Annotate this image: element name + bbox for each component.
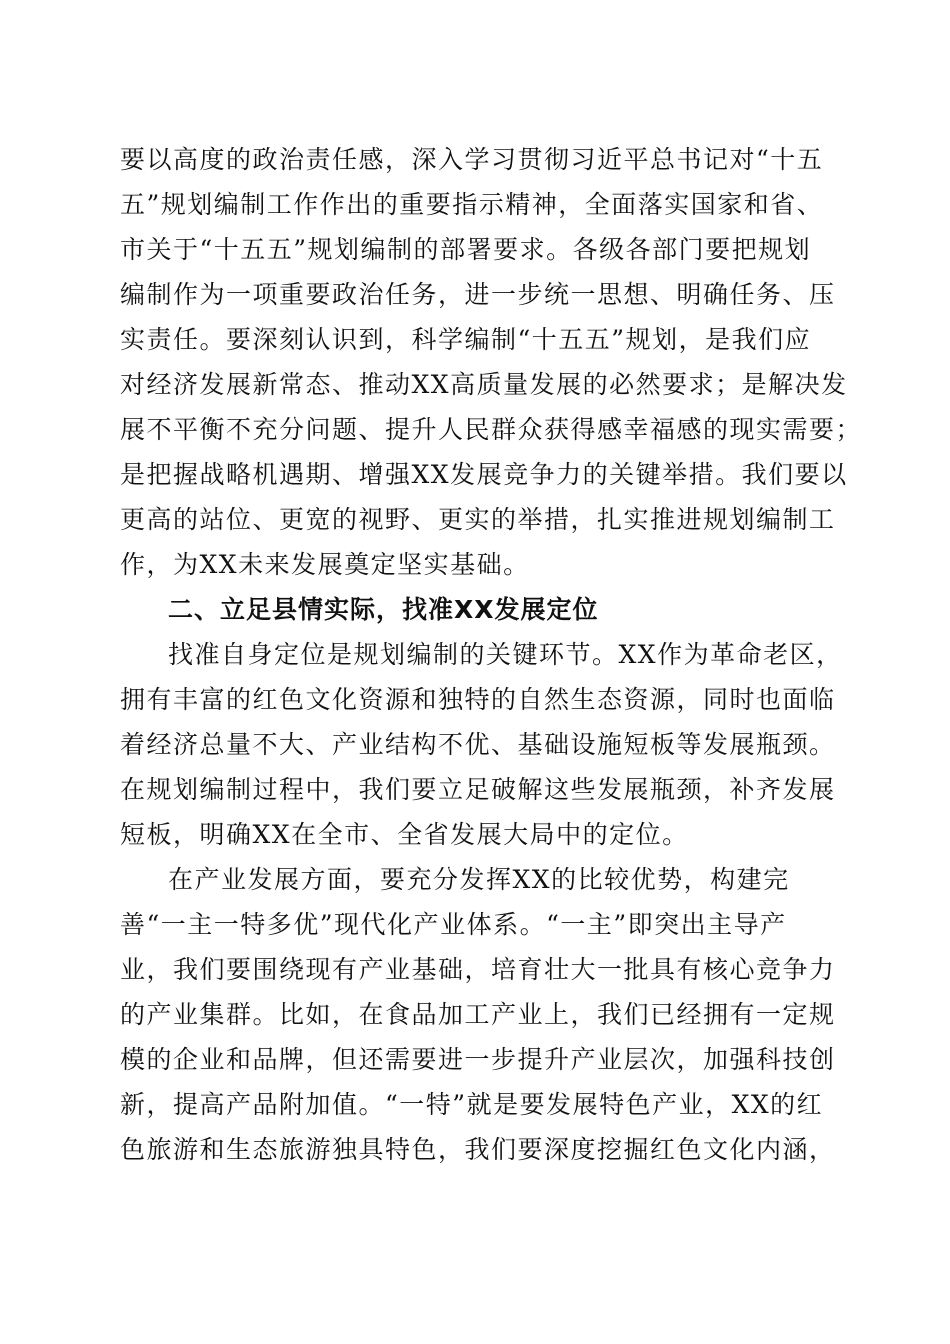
paragraph-line: 市关于“十五五”规划编制的部署要求。各级各部门要把规划	[120, 235, 812, 264]
paragraph-line: 的产业集群。比如，在食品加工产业上，我们已经拥有一定规	[120, 1000, 836, 1029]
paragraph-line: 模的企业和品牌，但还需要进一步提升产业层次，加强科技创	[120, 1045, 836, 1074]
paragraph-line: 展不平衡不充分问题、提升人民群众获得感幸福感的现实需要；	[120, 415, 863, 444]
paragraph-line: 五”规划编制工作作出的重要指示精神，全面落实国家和省、	[120, 190, 824, 219]
paragraph-line: 编制作为一项重要政治任务，进一步统一思想、明确任务、压	[120, 280, 836, 309]
paragraph-line: 业，我们要围绕现有产业基础，培育壮大一批具有核心竞争力	[120, 955, 836, 984]
paragraph-line: 是把握战略机遇期、增强XX发展竞争力的关键举措。我们要以	[120, 460, 848, 489]
paragraph-line: 短板，明确XX在全市、全省发展大局中的定位。	[120, 820, 689, 849]
paragraph-line: 拥有丰富的红色文化资源和独特的自然生态资源，同时也面临	[120, 685, 836, 714]
paragraph-line: 善“一主一特多优”现代化产业体系。“一主”即突出主导产	[120, 910, 787, 939]
paragraph-line: 在产业发展方面，要充分发挥XX的比较优势，构建完	[168, 865, 790, 894]
paragraph-line: 在规划编制过程中，我们要立足破解这些发展瓶颈，补齐发展	[120, 775, 836, 804]
paragraph-line: 对经济发展新常态、推动XX高质量发展的必然要求；是解决发	[120, 370, 848, 399]
paragraph-line: 找准自身定位是规划编制的关键环节。XX作为革命老区，	[168, 640, 843, 669]
paragraph-line: 作，为XX未来发展奠定坚实基础。	[120, 550, 530, 579]
paragraph-line: 要以高度的政治责任感，深入学习贯彻习近平总书记对“十五	[120, 145, 824, 174]
paragraph-line: 色旅游和生态旅游独具特色，我们要深度挖掘红色文化内涵，	[120, 1135, 836, 1164]
paragraph-line: 新，提高产品附加值。“一特”就是要发展特色产业，XX的红	[120, 1090, 824, 1119]
paragraph-line: 更高的站位、更宽的视野、更实的举措，扎实推进规划编制工	[120, 505, 836, 534]
paragraph-line: 实责任。要深刻认识到，科学编制“十五五”规划，是我们应	[120, 325, 812, 354]
section-heading: 二、立足县情实际，找准XX发展定位	[168, 595, 599, 624]
paragraph-line: 着经济总量不大、产业结构不优、基础设施短板等发展瓶颈。	[120, 730, 836, 759]
